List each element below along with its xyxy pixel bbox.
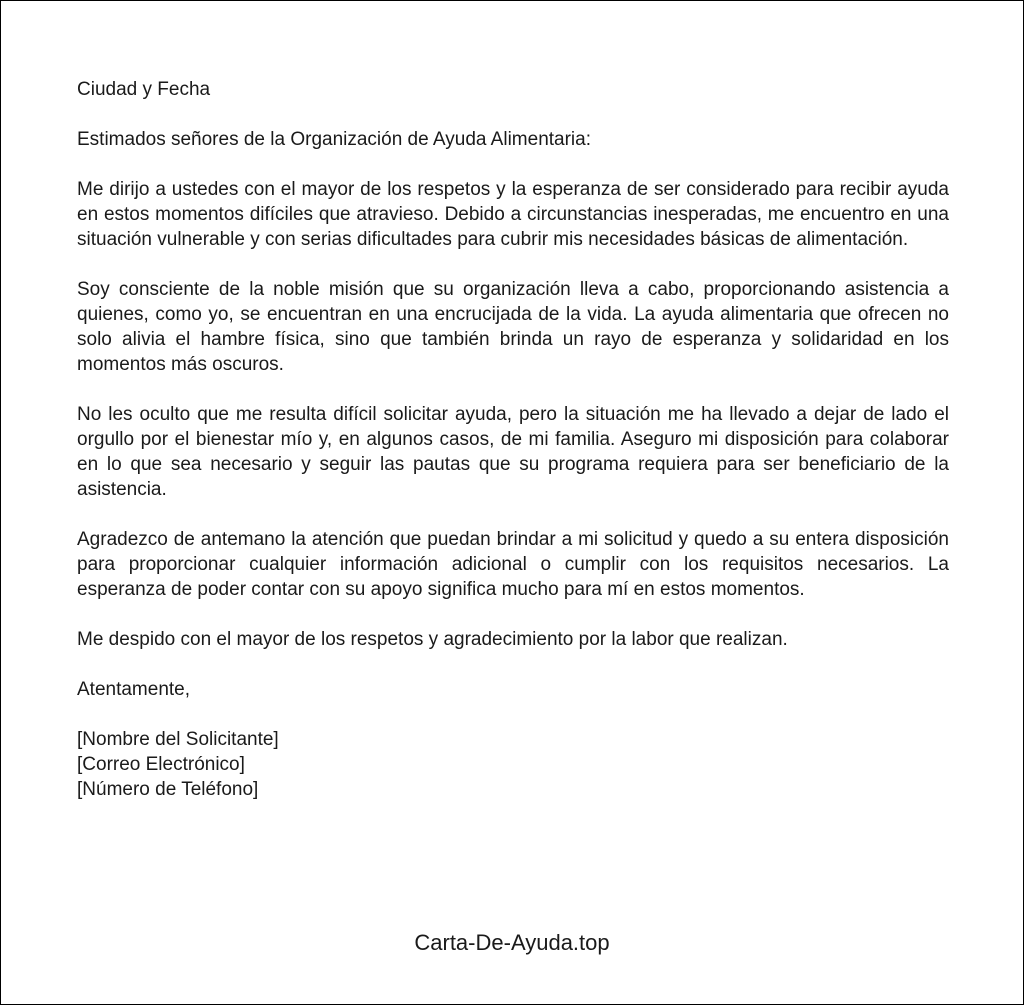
greeting: Estimados señores de la Organización de Ayuda Alimentaria: [77,129,592,150]
place-date: Ciudad y Fecha [77,79,211,100]
paragraph-request: Me dirijo a ustedes con el mayor de los respetos y la esperanza de ser considerado para recibir ayuda en estos momentos difíciles que atravieso. Debido a circunstancias inesperadas, me encuentro en una situación vulnerable y con serias dificultades para cubrir mis necesidades básicas de alimentación. [77,179,949,250]
paragraph-mission: Soy consciente de la noble misión que su organización lleva a cabo, proporcionando asistencia a quienes, como yo, se encuentran en una encrucijada de la vida. La ayuda alimentaria que ofrecen no solo alivia el hambre física, sino que también brinda un rayo de esperanza y solidaridad en los momentos más oscuros. [77,279,949,375]
paragraph-situation: No les oculto que me resulta difícil solicitar ayuda, pero la situación me ha llevado a dejar de lado el orgullo por el bienestar mío y, en algunos casos, de mi familia. Aseguro mi disposición para colaborar en lo que sea necesario y seguir las pautas que su programa requiera para ser beneficiario de la asistencia. [77,404,949,500]
signature-block [77,727,949,802]
paragraph-thanks: Agradezco de antemano la atención que puedan brindar a mi solicitud y quedo a su entera disposición para proporcionar cualquier información adicional o cumplir con los requisitos necesarios. La esperanza de poder contar con su apoyo significa mucho para mí en estos momentos. [77,529,949,600]
signature-phone: [Número de Teléfono] [77,779,259,800]
letter-body [77,77,949,802]
closing: Atentamente, [77,679,191,700]
signature-email: [Correo Electrónico] [77,754,245,775]
paragraph-farewell: Me despido con el mayor de los respetos y agradecimiento por la labor que realizan. [77,629,788,650]
footer-site-label: Carta-De-Ayuda.top [414,930,610,955]
signature-name: [Nombre del Solicitante] [77,729,279,750]
